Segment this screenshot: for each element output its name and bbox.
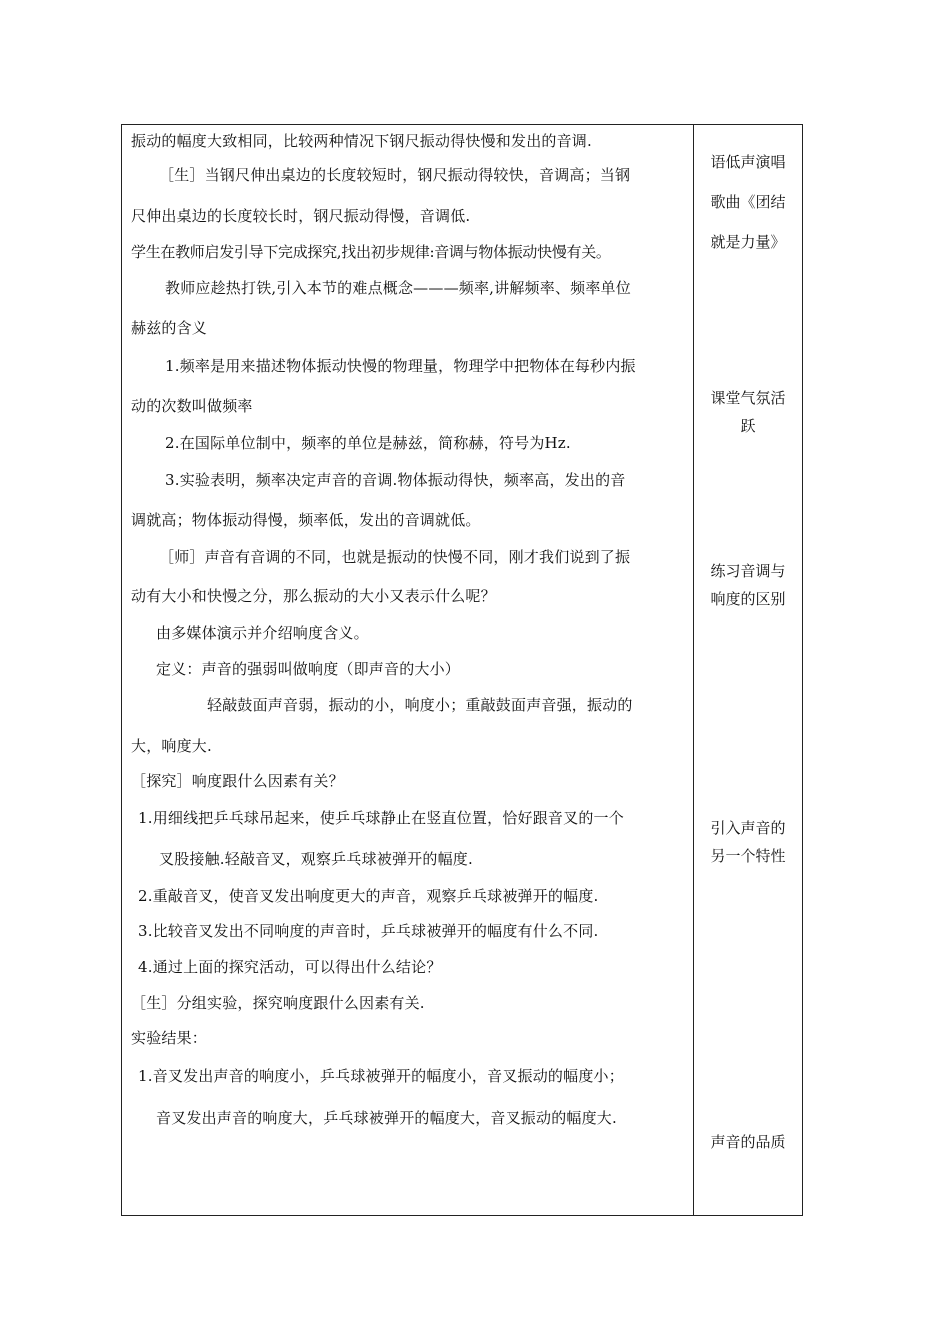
content-line: 叉股接触.轻敲音叉，观察乒乓球被弹开的幅度. <box>159 850 473 868</box>
note-line: 声音的品质 <box>710 1133 786 1151</box>
content-line: 4.通过上面的探究活动，可以得出什么结论？ <box>138 958 442 976</box>
teaching-content-cell <box>122 125 692 1215</box>
content-line: 1.频率是用来描述物体振动快慢的物理量，物理学中把物体在每秒内振 <box>165 357 636 375</box>
content-line: 教师应趁热打铁,引入本节的难点概念———频率,讲解频率、频率单位 <box>165 279 631 297</box>
lesson-plan-table <box>121 124 803 1216</box>
content-line: 1.用细线把乒乓球吊起来，使乒乓球静止在竖直位置，恰好跟音叉的一个 <box>138 809 624 827</box>
note-line: 响度的区别 <box>710 590 786 608</box>
content-line: 音叉发出声音的响度大，乒乓球被弹开的幅度大，音叉振动的幅度大. <box>156 1109 617 1127</box>
content-line: 由多媒体演示并介绍响度含义。 <box>156 624 369 642</box>
content-line: 动有大小和快慢之分，那么振动的大小又表示什么呢？ <box>131 587 496 605</box>
content-line: 轻敲鼓面声音弱，振动的小，响度小；重敲鼓面声音强，振动的 <box>207 696 633 714</box>
content-line: ［探究］响度跟什么因素有关？ <box>131 772 344 790</box>
content-line: ［生］分组实验，探究响度跟什么因素有关. <box>131 994 425 1012</box>
content-line: 动的次数叫做频率 <box>131 397 253 415</box>
content-line: ［师］声音有音调的不同，也就是振动的快慢不同，刚才我们说到了振 <box>159 548 631 566</box>
note-line: 就是力量》 <box>710 233 786 251</box>
content-line: 实验结果： <box>131 1029 208 1047</box>
note-line: 练习音调与 <box>710 562 786 580</box>
content-line: 1.音叉发出声音的响度小，乒乓球被弹开的幅度小，音叉振动的幅度小； <box>138 1067 624 1085</box>
content-line: ［生］当钢尺伸出桌边的长度较短时，钢尺振动得较快，音调高；当钢 <box>159 166 631 184</box>
content-line: 大，响度大. <box>131 737 212 755</box>
content-line: 定义：声音的强弱叫做响度（即声音的大小） <box>156 660 461 678</box>
content-line: 2.重敲音叉，使音叉发出响度更大的声音，观察乒乓球被弹开的幅度. <box>138 887 599 905</box>
note-line: 语低声演唱 <box>710 153 786 171</box>
content-line: 调就高；物体振动得慢，频率低，发出的音调就低。 <box>131 511 481 529</box>
design-intent-cell <box>694 125 802 1215</box>
content-line: 振动的幅度大致相同，比较两种情况下钢尺振动得快慢和发出的音调. <box>131 132 592 150</box>
content-line: 2.在国际单位制中，频率的单位是赫兹，简称赫，符号为Hz. <box>165 434 571 452</box>
content-line: 学生在教师启发引导下完成探究,找出初步规律:音调与物体振动快慢有关。 <box>131 243 611 261</box>
content-line: 3.实验表明，频率决定声音的音调.物体振动得快，频率高，发出的音 <box>165 471 626 489</box>
content-line: 尺伸出桌边的长度较长时，钢尺振动得慢，音调低. <box>131 207 471 225</box>
note-line: 课堂气氛活 <box>710 389 786 407</box>
note-line: 歌曲《团结 <box>710 193 786 211</box>
content-line: 3.比较音叉发出不同响度的声音时，乒乓球被弹开的幅度有什么不同. <box>138 922 599 940</box>
note-line: 另一个特性 <box>710 847 786 865</box>
content-line: 赫兹的含义 <box>131 319 208 337</box>
note-line: 跃 <box>740 417 756 435</box>
note-line: 引入声音的 <box>710 819 786 837</box>
